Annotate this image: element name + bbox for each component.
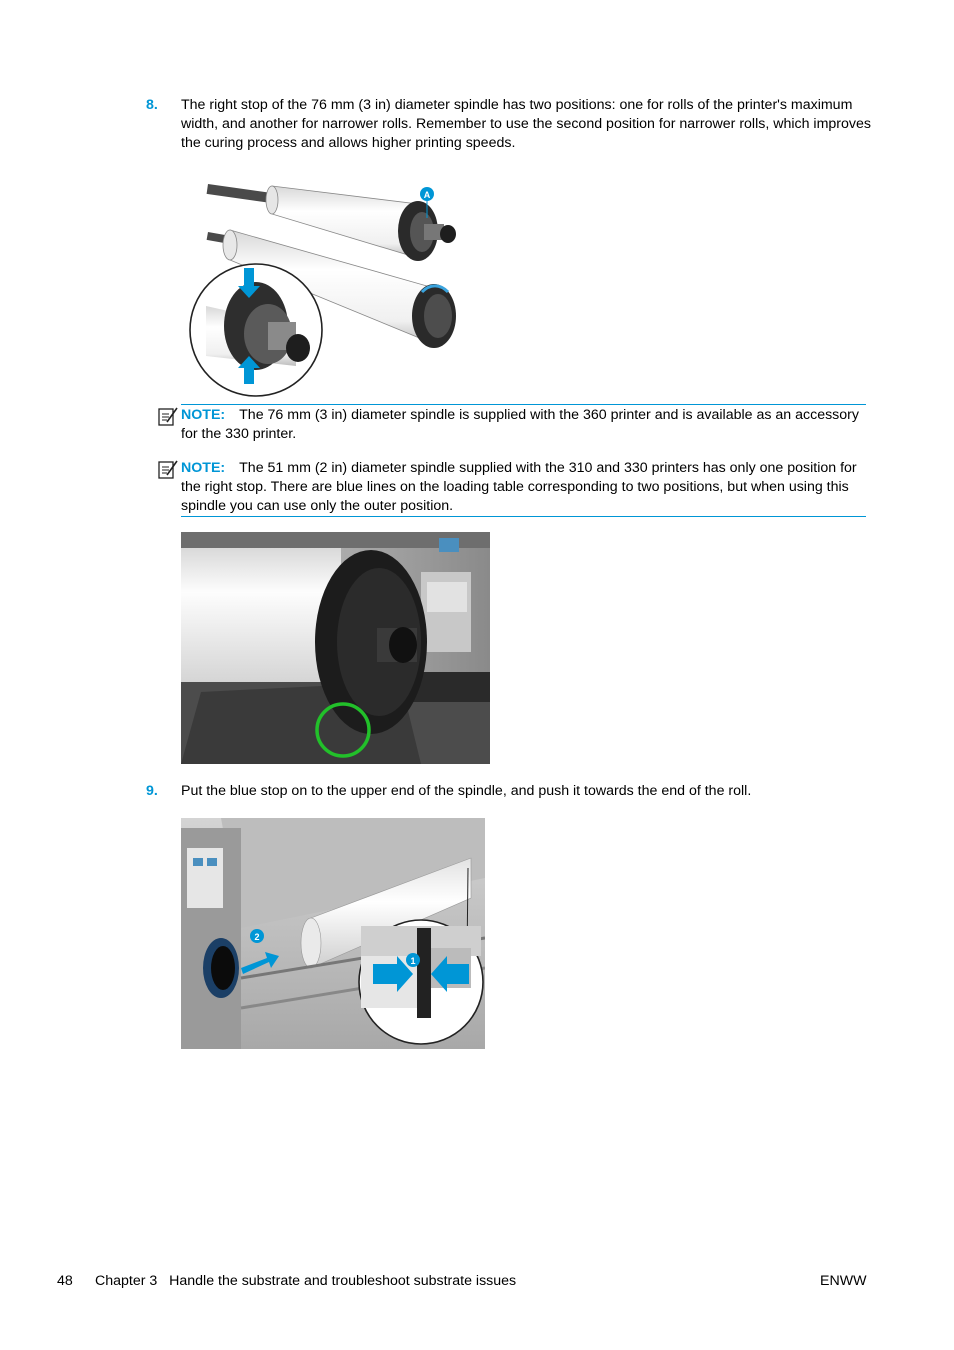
footer-chapter: Chapter 3 Handle the substrate and troubleshoot substrate issues bbox=[95, 1273, 517, 1289]
step-8-number: 8. bbox=[146, 97, 158, 113]
callout-a-label: A bbox=[423, 190, 431, 200]
callout-1-label: 1 bbox=[410, 956, 416, 966]
footer-enww: ENWW bbox=[820, 1273, 867, 1289]
blue-stop-illustration bbox=[181, 818, 485, 1049]
note-2-label: NOTE: bbox=[181, 460, 226, 476]
step-9-number: 9. bbox=[146, 783, 158, 799]
step-9-text: Put the blue stop on to the upper end of the spindle, and push it towards the end of the roll. bbox=[181, 783, 752, 799]
note-1 bbox=[181, 406, 869, 444]
callout-2-label: 2 bbox=[254, 932, 260, 942]
note-1-text: The 76 mm (3 in) diameter spindle is supplied with the 360 printer and is available as an accessory for the 330 printer. bbox=[181, 407, 859, 442]
note-1-label: NOTE: bbox=[181, 407, 226, 423]
note-2-bottom-rule bbox=[181, 516, 866, 517]
note-icon bbox=[157, 406, 179, 428]
spindle-right-stop-illustration bbox=[186, 176, 468, 402]
note-2 bbox=[181, 459, 869, 516]
note-2-text: The 51 mm (2 in) diameter spindle supplied with the 310 and 330 printers has only one position for the right stop. There are blue lines on the loading table corresponding to two positions, but when using this spindle you can use only the outer position. bbox=[181, 460, 857, 514]
note-icon bbox=[157, 459, 179, 481]
note-1-top-rule bbox=[181, 404, 866, 405]
stop-position-photo bbox=[181, 532, 490, 764]
footer-page-number: 48 bbox=[57, 1273, 73, 1289]
step-8-text: The right stop of the 76 mm (3 in) diameter spindle has two positions: one for rolls of the printer's maximum width, and another for narrower rolls. Remember to use the second position for narrower rolls, which improves the curing process and allows higher printing speeds. bbox=[181, 97, 871, 151]
